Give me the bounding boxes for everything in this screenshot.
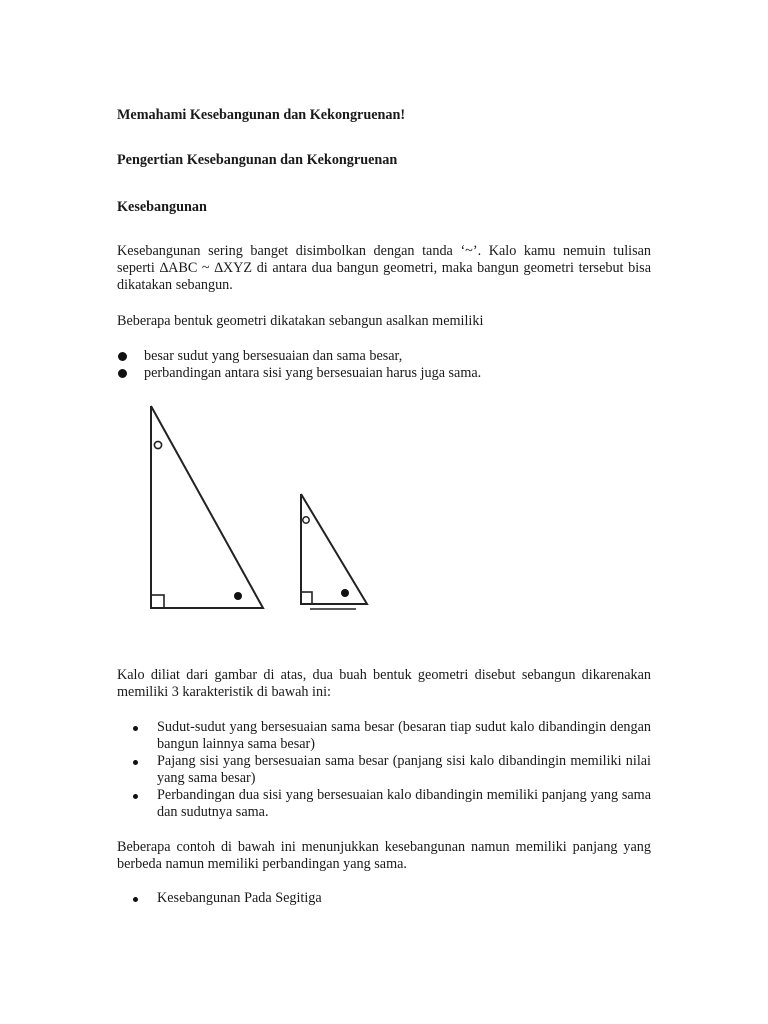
list-item-text: perbandingan antara sisi yang bersesuaian harus juga sama.: [144, 365, 482, 381]
similar-triangles-figure: [110, 396, 410, 616]
paragraph-characteristics-intro: Kalo diliat dari gambar di atas, dua buah bentuk geometri disebut sebangun dikarenakan memiliki 3 karakteristik di bawah ini:: [117, 667, 651, 700]
paragraph-conditions-intro: Beberapa bentuk geometri dikatakan sebangun asalkan memiliki: [117, 313, 484, 329]
angle-marker-filled: [234, 592, 242, 600]
list-item-text: Sudut-sudut yang bersesuaian sama besar (besaran tiap sudut kalo dibandingin dengan bangun lainnya sama besar): [157, 719, 651, 752]
list-item-text: Perbandingan dua sisi yang bersesuaian kalo dibandingin memiliki panjang yang sama dan sudutnya sama.: [157, 787, 651, 820]
list-item: [131, 719, 651, 753]
conditions-list: [117, 348, 651, 382]
angle-marker-open: [303, 517, 309, 523]
list-item-text: besar sudut yang bersesuaian dan sama besar,: [144, 348, 403, 364]
bullet-icon: [118, 369, 127, 378]
bullet-icon: [118, 352, 127, 361]
bullet-icon: [133, 794, 138, 799]
characteristics-list: [131, 719, 651, 821]
examples-list: [131, 890, 651, 907]
paragraph-definition: Kesebangunan sering banget disimbolkan dengan tanda ‘~’. Kalo kamu nemuin tulisan seperti ∆ABC ~ ∆XYZ di antara dua bangun geometri, maka bangun geometri tersebut bisa dikatakan sebangun.: [117, 243, 651, 293]
right-angle-marker: [151, 595, 164, 608]
bullet-icon: [133, 726, 138, 731]
bullet-icon: [133, 897, 138, 902]
document-title: Memahami Kesebangunan dan Kekongruenan!: [117, 107, 406, 123]
list-item: [131, 787, 651, 821]
list-item: [131, 753, 651, 787]
list-item: [117, 348, 651, 365]
list-item: [117, 365, 651, 382]
subsection-heading: Kesebangunan: [117, 199, 207, 215]
list-item: [131, 890, 651, 907]
small-triangle: [301, 494, 367, 609]
list-item-text: Pajang sisi yang bersesuaian sama besar (panjang sisi kalo dibandingin memiliki nilai yang sama besar): [157, 753, 651, 786]
section-heading: Pengertian Kesebangunan dan Kekongruenan: [117, 152, 398, 168]
bullet-icon: [133, 760, 138, 765]
angle-marker-open: [154, 441, 161, 448]
list-item-text: Kesebangunan Pada Segitiga: [157, 890, 322, 906]
large-triangle: [151, 406, 263, 608]
paragraph-examples-intro: Beberapa contoh di bawah ini menunjukkan kesebangunan namun memiliki panjang yang berbeda namun memiliki perbandingan yang sama.: [117, 839, 651, 872]
right-angle-marker: [301, 592, 312, 604]
angle-marker-filled: [341, 589, 349, 597]
